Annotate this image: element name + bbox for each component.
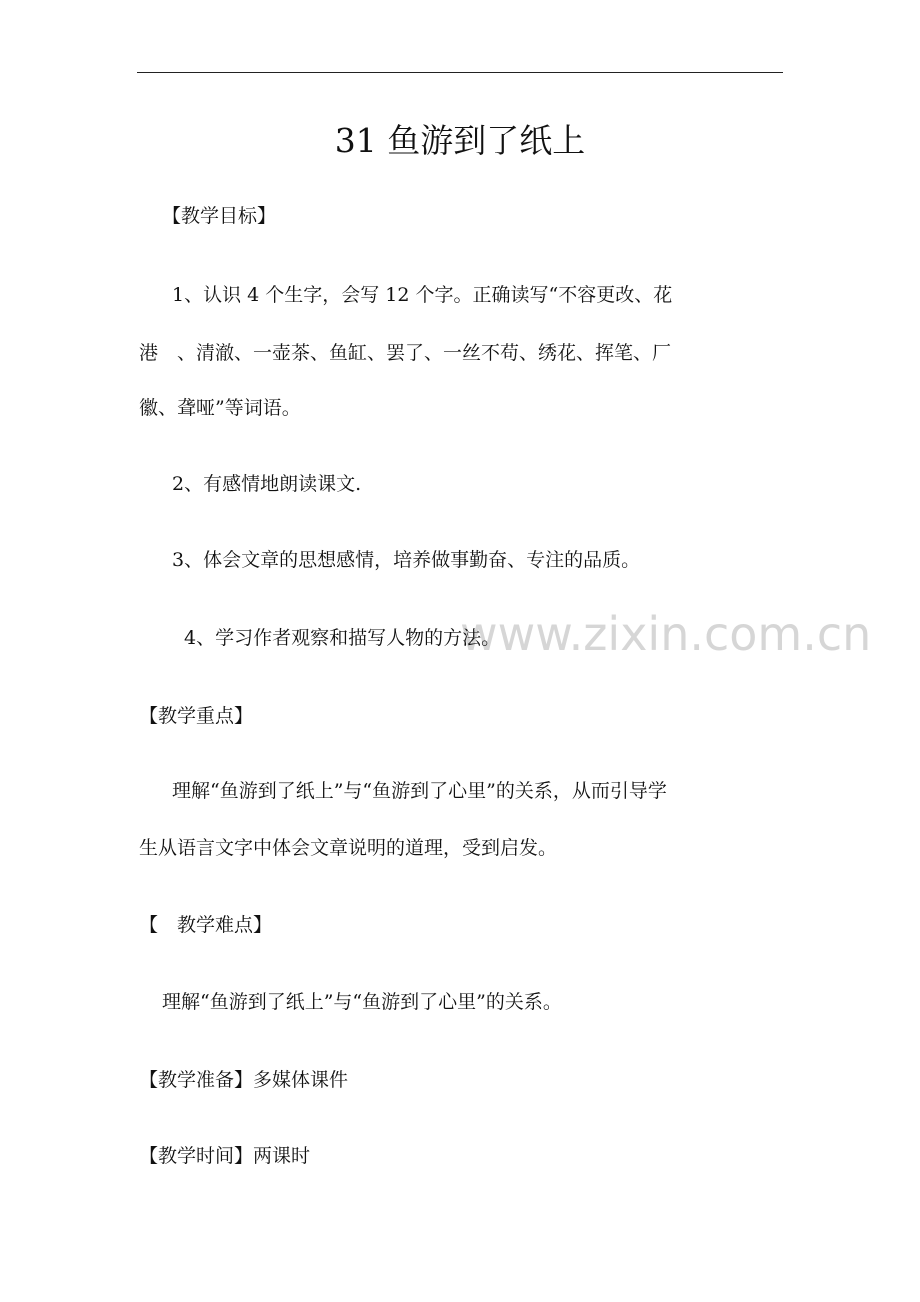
difficulties-text: 理解“鱼游到了纸上”与“鱼游到了心里”的关系。 bbox=[162, 991, 562, 1013]
objective-1-line-2: 港 、清澈、一壶茶、鱼缸、罢了、一丝不苟、绣花、挥笔、厂 bbox=[139, 342, 672, 364]
time-line: 【教学时间】两课时 bbox=[139, 1145, 311, 1167]
objective-3: 3、体会文章的思想感情，培养做事勤奋、专注的品质。 bbox=[172, 549, 641, 571]
key-points-line-1: 理解“鱼游到了纸上”与“鱼游到了心里”的关系，从而引导学 bbox=[172, 780, 667, 802]
objective-2: 2、有感情地朗读课文. bbox=[172, 473, 362, 495]
key-points-heading: 【教学重点】 bbox=[139, 705, 254, 727]
key-points-line-2: 生从语言文字中体会文章说明的道理，受到启发。 bbox=[139, 837, 558, 859]
objective-1-line-3: 徽、聋哑”等词语。 bbox=[139, 397, 301, 419]
preparation-line: 【教学准备】多媒体课件 bbox=[139, 1069, 349, 1091]
objective-1-line-1: 1、认识 4 个生字，会写 12 个字。正确读写“不容更改、花 bbox=[172, 284, 673, 306]
document-title: 31 鱼游到了纸上 bbox=[334, 121, 586, 160]
watermark-text: www.zixin.com.cn bbox=[460, 607, 872, 661]
header-rule bbox=[137, 72, 783, 73]
objectives-heading: 【教学目标】 bbox=[162, 205, 277, 227]
objective-4: 4、学习作者观察和描写人物的方法。 bbox=[184, 627, 501, 649]
difficulties-heading: 【 教学难点】 bbox=[139, 914, 273, 936]
